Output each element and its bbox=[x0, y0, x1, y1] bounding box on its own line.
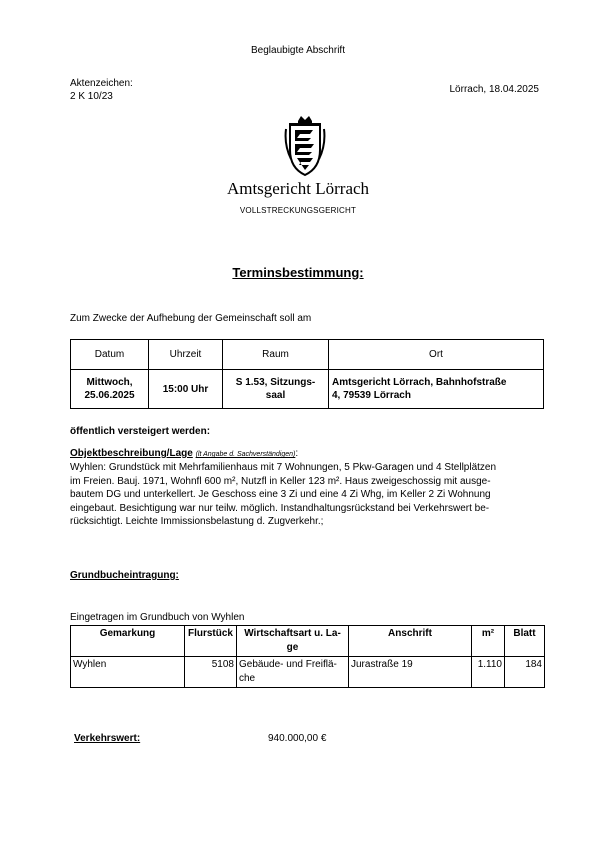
cell-anschrift: Jurastraße 19 bbox=[349, 657, 472, 688]
intro-text: Zum Zwecke der Aufhebung der Gemeinschaft soll am bbox=[70, 313, 312, 324]
header-blatt: Blatt bbox=[505, 626, 545, 657]
land-register-row bbox=[71, 657, 545, 688]
land-register-table bbox=[70, 625, 545, 688]
property-description-title-line bbox=[70, 447, 545, 461]
place-date: Lörrach, 18.04.2025 bbox=[449, 84, 539, 95]
header-uhrzeit: Uhrzeit bbox=[149, 340, 223, 370]
property-description-line: rücksichtigt. Leichte Immissionsbelastung d. Zugverkehr.; bbox=[70, 516, 324, 528]
market-value: 940.000,00 € bbox=[268, 733, 327, 744]
court-name: Amtsgericht Lörrach bbox=[226, 179, 370, 198]
market-value-label: Verkehrswert: bbox=[74, 733, 141, 744]
cell-flurstueck: 5108 bbox=[185, 657, 237, 688]
cell-datum bbox=[71, 370, 149, 409]
appointment-header-row bbox=[71, 340, 544, 370]
header-gemarkung: Gemarkung bbox=[71, 626, 185, 657]
file-reference-label: Aktenzeichen: bbox=[70, 78, 133, 89]
property-description-line: bautem DG und unterkellert. Je Geschoss eine 3 Zi und eine 4 Zi Whg, im Keller 2 Zi Wohnung bbox=[70, 489, 491, 501]
header-ort: Ort bbox=[329, 340, 544, 370]
court-department: VOLLSTRECKUNGSGERICHT bbox=[239, 206, 357, 215]
document-heading: Terminsbestimmung: bbox=[232, 265, 364, 280]
file-reference-value: 2 K 10/23 bbox=[70, 91, 113, 102]
cell-m2: 1.110 bbox=[472, 657, 505, 688]
land-register-header-row bbox=[71, 626, 545, 657]
coat-of-arms-icon bbox=[283, 115, 327, 177]
property-description-title: Objektbeschreibung/Lage bbox=[70, 448, 193, 459]
property-description-line: Wyhlen: Grundstück mit Mehrfamilienhaus mit 7 Wohnungen, 5 Pkw-Garagen und 4 Stellplätzen bbox=[70, 462, 497, 474]
appointment-table bbox=[70, 339, 544, 409]
datum-date: 25.06.2025 bbox=[84, 390, 135, 401]
property-description-line: im Freien. Bauj. 1971, Wohnfl 600 m², Nutzfl in Keller 123 m². Haus zweigeschossig mit ausge- bbox=[70, 475, 491, 487]
auction-statement: öffentlich versteigert werden: bbox=[70, 426, 211, 437]
appointment-row bbox=[71, 370, 544, 409]
cell-ort bbox=[329, 370, 544, 409]
property-description-line: eingebaut. Besichtigung war nur teilw. möglich. Instandhaltungsrückstand bei Verkehrswert be- bbox=[70, 502, 490, 514]
property-description bbox=[70, 447, 545, 528]
header-anschrift: Anschrift bbox=[349, 626, 472, 657]
cell-uhrzeit: 15:00 Uhr bbox=[149, 370, 223, 409]
cell-wirtschaftsart: Gebäude- und Freiflä-che bbox=[237, 657, 349, 688]
property-description-source: (lt Angabe d. Sachverständigen) bbox=[195, 451, 296, 458]
file-reference bbox=[70, 77, 133, 103]
header-flurstueck: Flurstück bbox=[185, 626, 237, 657]
raum-line-2: saal bbox=[265, 390, 286, 401]
cell-raum bbox=[223, 370, 329, 409]
ort-line-2: 4, 79539 Lörrach bbox=[332, 390, 411, 401]
land-register-title: Grundbucheintragung: bbox=[70, 570, 179, 581]
datum-weekday: Mittwoch, bbox=[86, 377, 133, 388]
cell-blatt: 184 bbox=[505, 657, 545, 688]
certified-copy-note: Beglaubigte Abschrift bbox=[251, 45, 345, 56]
header-raum: Raum bbox=[223, 340, 329, 370]
property-description-colon: : bbox=[295, 448, 299, 459]
header-datum: Datum bbox=[71, 340, 149, 370]
cell-gemarkung: Wyhlen bbox=[71, 657, 185, 688]
header-m2: m² bbox=[472, 626, 505, 657]
land-register-subtitle: Eingetragen im Grundbuch von Wyhlen bbox=[70, 612, 245, 623]
raum-line-1: S 1.53, Sitzungs- bbox=[235, 377, 316, 388]
ort-line-1: Amtsgericht Lörrach, Bahnhofstraße bbox=[332, 377, 507, 388]
header-wirtschaftsart: Wirtschaftsart u. La-ge bbox=[237, 626, 349, 657]
